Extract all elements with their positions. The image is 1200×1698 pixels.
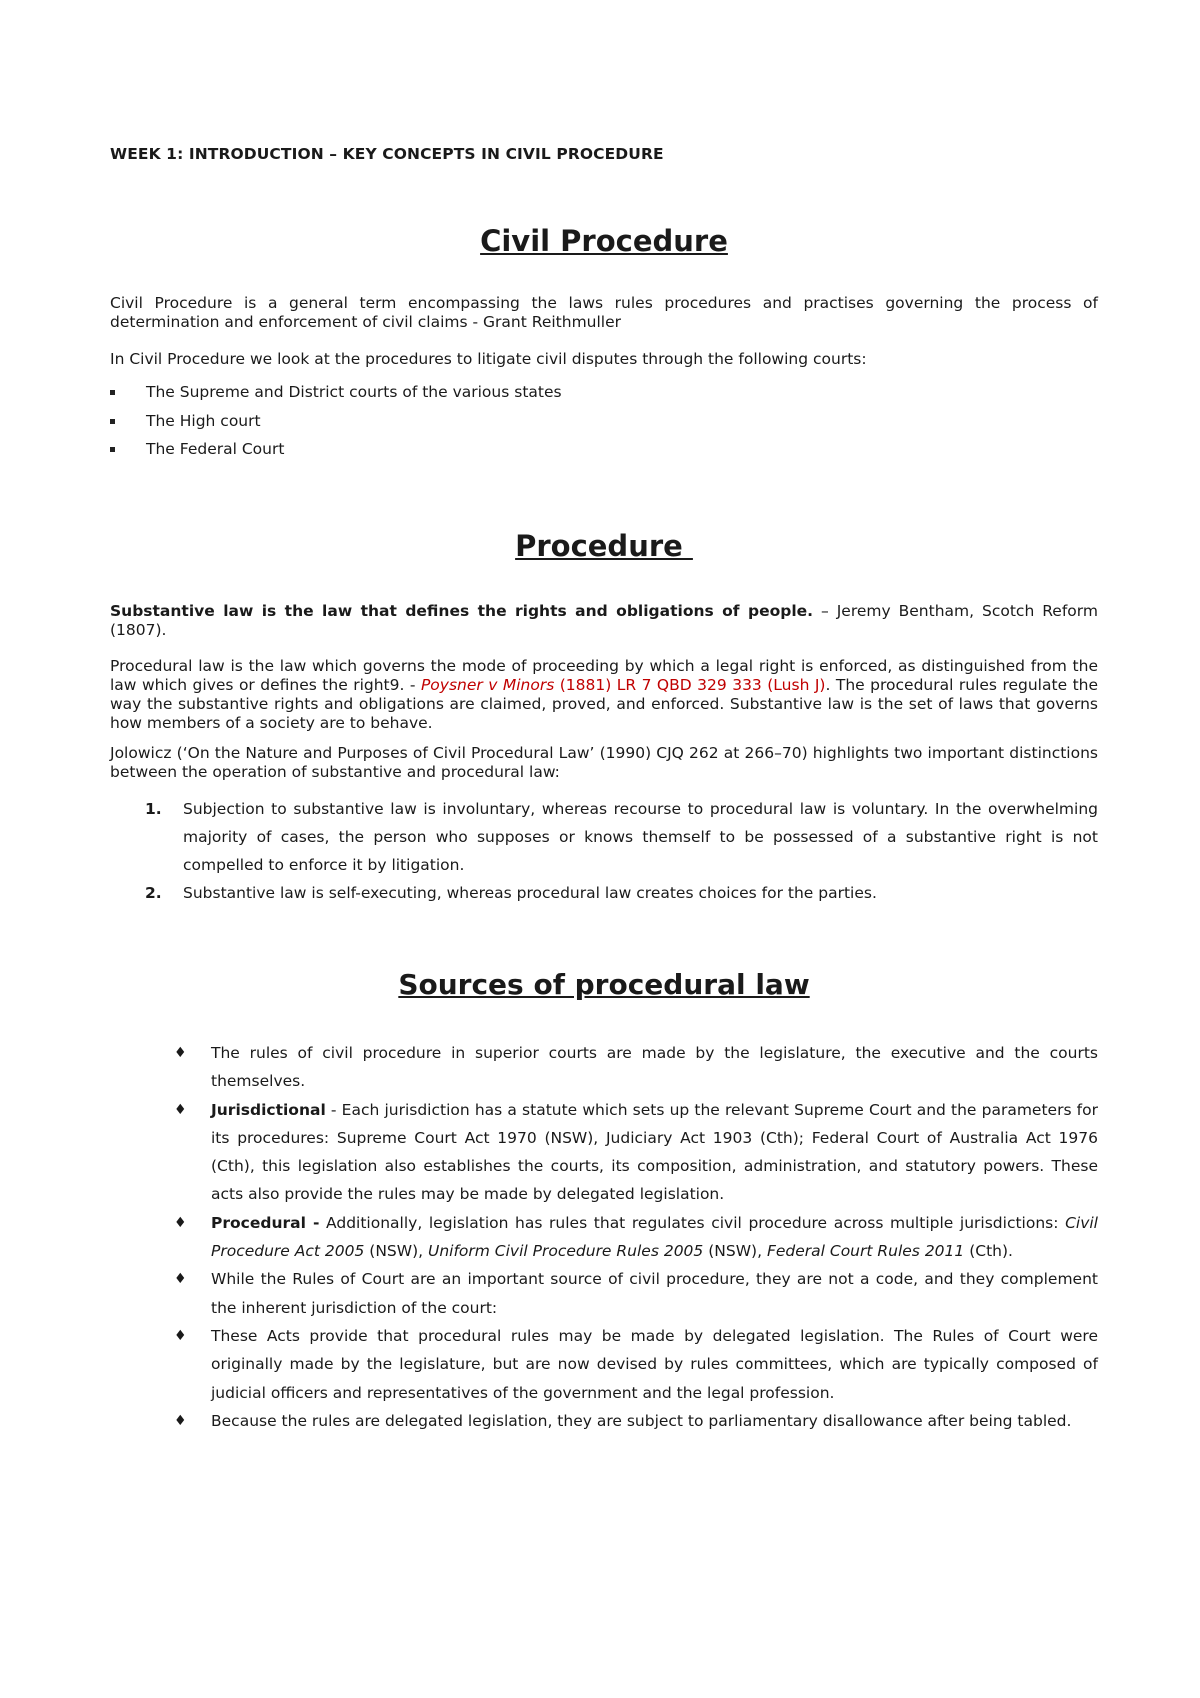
list-item [110,795,1098,879]
list-item [110,879,1098,907]
bullet-icon: ♦ [174,1327,187,1344]
substantive-law-attribution: – Jeremy Bentham, Scotch Reform (1807). [110,602,1098,639]
source-heading: Procedural - [211,1213,320,1232]
source-text: - Each jurisdiction has a statute which sets up the relevant Supreme Court and the parameters for its procedures: Supreme Court Act 1970 (NSW), Judiciary Act 1903 (Cth); Federal Court of Australia Act 1976 (Cth), this legislation also establishes the courts, its composition, administration, and statutory powers. These acts also provide the rules may be made by delegated legislation. [211,1100,1098,1204]
list-item [110,440,562,469]
source-text: The rules of civil procedure in superior courts are made by the legislature, the executive and the courts themselves. [211,1044,1098,1091]
court-label: The Federal Court [146,440,285,458]
court-label: The High court [146,411,261,430]
jurisdiction: (NSW), [364,1242,428,1261]
list-number: 1. [145,800,162,818]
week-heading: WEEK 1: INTRODUCTION – KEY CONCEPTS IN CIVIL PROCEDURE [110,145,664,163]
bullet-icon: ♦ [174,1271,187,1288]
bullet-icon: ♦ [174,1214,187,1231]
source-text: Additionally, legislation has rules that regulates civil procedure across multiple jurisdictions: [319,1213,1066,1232]
list-item [110,1039,1098,1096]
list-item [110,1322,1098,1407]
sources-title: Sources of procedural law [398,968,810,1001]
courts-list [110,383,562,469]
procedural-law-definition [110,657,1098,733]
case-reference: (1881) LR 7 QBD 329 333 (Lush J) [554,676,826,694]
procedural-text: . The procedural rules regulate the way the substantive rights and obligations are claimed, proved, and enforced. Substantive law is the set of laws that governs how members of a society are to behave. [110,676,1099,732]
square-bullet-icon [110,390,115,395]
list-item [110,1265,1098,1322]
distinctions-list [110,795,1098,907]
bullet-icon: ♦ [174,1101,187,1118]
bullet-icon: ♦ [174,1045,187,1061]
substantive-law-definition [110,602,1098,640]
act-title: Federal Court Rules 2011 [766,1242,965,1261]
substantive-law-bold: Substantive law is the law that defines the rights and obligations of people. [110,602,814,620]
list-number: 2. [145,884,162,902]
list-item [110,1209,1098,1266]
distinction-text: Subjection to substantive law is involuntary, whereas recourse to procedural law is voluntary. In the overwhelming majority of cases, the person who supposes or knows themself to be possessed of a substantive right is not compelled to enforce it by litigation. [183,800,1098,874]
case-name: Poysner v Minors [420,676,555,694]
procedure-title: Procedure [515,529,693,563]
list-item [110,1407,1098,1435]
source-heading: Jurisdictional [211,1100,326,1119]
square-bullet-icon [110,419,115,424]
procedural-text: Procedural law is the law which governs the mode of proceeding by which a legal right is enforced, as distinguished from the law which gives or defines the right9. - [110,657,1098,694]
bullet-icon: ♦ [174,1412,187,1429]
act-title: Civil Procedure Act 2005 [211,1213,1098,1261]
distinction-text: Substantive law is self-executing, whereas procedural law creates choices for the parties. [183,884,877,902]
civil-procedure-title: Civil Procedure [480,224,728,258]
act-title: Uniform Civil Procedure Rules 2005 [427,1242,704,1261]
list-item [110,412,562,441]
civil-procedure-definition: Civil Procedure is a general term encompassing the laws rules procedures and practises governing the process of determination and enforcement of civil claims - Grant Reithmuller [110,294,1098,331]
list-item [110,1096,1098,1209]
source-text: Because the rules are delegated legislation, they are subject to parliamentary disallowance after being tabled. [211,1411,1072,1430]
court-label: The Supreme and District courts of the various states [146,383,562,401]
jolowicz-paragraph: Jolowicz (‘On the Nature and Purposes of Civil Procedural Law’ (1990) CJQ 262 at 266–70) highlights two important distinctions between the operation of substantive and procedural law: [110,744,1098,781]
case-citation-link[interactable] [421,676,826,694]
sources-list [110,1039,1098,1435]
source-text: While the Rules of Court are an important source of civil procedure, they are not a code, and they complement the inherent jurisdiction of the court: [211,1270,1098,1317]
source-text: These Acts provide that procedural rules may be made by delegated legislation. The Rules of Court were originally made by the legislature, but are now devised by rules committees, which are typically composed of judicial officers and representatives of the government and the legal profession. [211,1326,1098,1402]
list-item [110,383,562,412]
jurisdiction: (NSW), [703,1242,767,1261]
square-bullet-icon [110,447,115,452]
jurisdiction: (Cth). [964,1242,1013,1261]
civil-procedure-intro: In Civil Procedure we look at the procedures to litigate civil disputes through the following courts: [110,350,867,368]
